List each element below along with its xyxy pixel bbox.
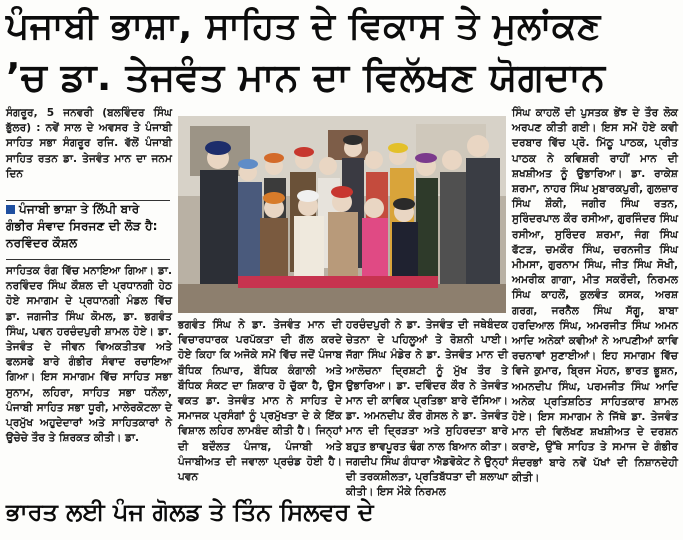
pull-quote xyxy=(6,200,170,260)
group-photo-image xyxy=(178,116,506,313)
article-column-2 xyxy=(178,318,342,490)
article-text-continued: ਸਾਹਿਤਕ ਰੰਗ ਵਿੱਚ ਮਨਾਇਆ ਗਿਆ। ਡਾ. ਨਰਵਿੰਦਰ ਸਿੰਘ ਕੌਸ਼ਲ ਦੀ ਪ੍ਰਧਾਨਗੀ ਹੇਠ ਹੋਏ ਸਮਾਗਮ ਦੇ ਪ੍ਰਧਾਨਗੀ ਮੰਡਲ ਵਿੱਚ ਡਾ. ਜਗਜੀਤ ਸਿੰਘ ਕੋਮਲ, ਡਾ. ਭਗਵੰਤ ਸਿੰਘ, ਪਵਨ ਹਰਚੰਦਪੁਰੀ ਸ਼ਾਮਲ ਹੋਏ। ਡਾ. ਤੇਜਵੰਤ ਦੇ ਜੀਵਨ ਵਿਅਕਤੀਤਵ ਅਤੇ ਫਲਸਫੇ ਬਾਰੇ ਗੰਭੀਰ ਸੰਵਾਦ ਰਚਾਇਆ ਗਿਆ। ਇਸ ਸਮਾਗਮ ਵਿੱਚ ਸਾਹਿਤ ਸਭਾ ਸੁਨਾਮ, ਲਹਿਰਾ, ਸਾਹਿਤ ਸਭਾ ਧਨੌਲਾ, ਪੰਜਾਬੀ ਸਾਹਿਤ ਸਭਾ ਧੂਰੀ, ਮਾਲੇਰਕੋਟਲਾ ਦੇ ਪ੍ਰਮੁੱਖ ਅਹੁਦੇਦਾਰਾਂ ਅਤੇ ਸਾਹਿਤਕਾਰਾਂ ਨੇ ਉਚੇਚੇ ਤੌਰ ਤੇ ਸ਼ਿਰਕਤ ਕੀਤੀ। ਡਾ. xyxy=(6,265,172,445)
article-text-col2: ਭਗਵੰਤ ਸਿੰਘ ਨੇ ਡਾ. ਤੇਜਵੰਤ ਮਾਨ ਦੀ ਵਿਚਾਰਧਾਰਕ ਪਰਪੱਕਤਾ ਦੀ ਗੱਲ ਕਰਦੇ ਹੋਏ ਕਿਹਾ ਕਿ ਅਜੋਕੇ ਸਮੇਂ ਵਿੱਚ ਜਦੋਂ ਪੰਜਾਬ ਬੌਧਿਕ ਨਿਘਾਰ, ਬੌਧਿਕ ਕੰਗਾਲੀ ਅਤੇ ਬੌਧਿਕ ਸੰਕਟ ਦਾ ਸ਼ਿਕਾਰ ਹੋ ਚੁੱਕਾ ਹੈ, ਉਸ ਵਕਤ ਡਾ. ਤੇਜਵੰਤ ਮਾਨ ਨੇ ਸਾਹਿਤ ਦੇ ਸਮਾਜਕ ਪ੍ਰਸੰਗਾਂ ਨੂੰ ਪ੍ਰਮੁੱਖਤਾ ਦੇ ਕੇ ਇੱਕ ਵਿਸ਼ਾਲ ਲਹਿਰ ਲਾਮਬੰਦ ਕੀਤੀ ਹੈ। ਜਿਨ੍ਹਾਂ ਦੀ ਬਦੌਲਤ ਪੰਜਾਬ, ਪੰਜਾਬੀ ਅਤੇ ਪੰਜਾਬੀਅਤ ਦੀ ਜਵਾਲਾ ਪ੍ਰਚੰਡ ਹੋਈ ਹੈ। ਪਵਨ xyxy=(178,319,342,484)
article-text-col4: ਸਿੰਘ ਕਾਹਲੋਂ ਦੀ ਪੁਸਤਕ ਭੇਂਝ ਦੇ ਤੌਰ ਲੋਕ ਅਰਪਣ ਕੀਤੀ ਗਈ। ਇਸ ਸਮੇਂ ਹੋਏ ਕਵੀ ਦਰਬਾਰ ਵਿੱਚ ਪ੍ਰੋ. ਮਿੱਠੂ ਪਾਠਕ, ਪ੍ਰੀਤ ਪਾਠਕ ਨੇ ਕਵਿਸ਼ਰੀ ਰਾਹੀਂ ਮਾਨ ਦੀ ਸ਼ਖਸ਼ੀਅਤ ਨੂੰ ਉਭਾਰਿਆ। ਡਾ. ਰਾਕੇਸ਼ ਸ਼ਰਮਾ, ਨਾਹਰ ਸਿੰਘ ਮੁਬਾਰਕਪੁਰੀ, ਗੁਲਜ਼ਾਰ ਸਿੰਘ ਸ਼ੌਕੀ, ਜਗੀਰ ਸਿੰਘ ਰਤਨ, ਸੁਰਿੰਦਰਪਾਲ ਕੌਰ ਰਸੀਆ, ਗੁਰਜਿੰਦਰ ਸਿੰਘ ਰਸੀਆ, ਸੁਰਿੰਦਰ ਸ਼ਰਮਾ, ਜੰਗ ਸਿੰਘ ਫੱਟੜ, ਚਮਕੌਰ ਸਿੰਘ, ਚਰਨਜੀਤ ਸਿੰਘ ਮੀਮਸਾ, ਗੁਰਨਾਮ ਸਿੰਘ, ਜੀਤ ਸਿੰਘ ਸੋਖੀ, ਅਮਰੀਕ ਗਾਗਾ, ਮੀਤ ਸਕਰੌਦੀ, ਨਿਰਮਲ ਸਿੰਘ ਕਾਹਲੋਂ, ਕੁਲਵੰਤ ਕਸਕ, ਅਰਸ਼ ਗਰਗ, ਜਰਨੈਲ ਸਿੰਘ ਸੱਗੂ, ਬਾਬਾ ਹਰਦਿਆਲ ਸਿੰਘ, ਅਮਰਜੀਤ ਸਿੰਘ ਅਮਨ ਆਦਿ ਅਨੇਕਾਂ ਕਵੀਆਂ ਨੇ ਆਪਣੀਆਂ ਕਾਵਿ ਰਚਨਾਵਾਂ ਸੁਣਾਈਆਂ। ਇਹ ਸਮਾਗਮ ਵਿੱਚ ਵਿਜੇ ਕੁਮਾਰ, ਬ੍ਰਿਜ ਮੋਹਨ, ਭਾਰਤ ਭੂਸ਼ਨ, ਅਮਨਦੀਪ ਸਿੰਘ, ਪਰਮਜੀਤ ਸਿੰਘ ਆਦਿ ਅਨੇਕ ਪ੍ਰਤਿਸ਼ਠਿਤ ਸਾਹਿਤਕਾਰ ਸ਼ਾਮਲ ਹੋਏ। ਇਸ ਸਮਾਗਮ ਨੇ ਜਿੱਥੇ ਡਾ. ਤੇਜਵੰਤ ਮਾਨ ਦੀ ਵਿਲੱਖਣ ਸ਼ਖਸ਼ੀਅਤ ਦੇ ਦਰਸ਼ਨ ਕਰਾਏ, ਉੱਥੇ ਸਾਹਿਤ ਤੇ ਸਮਾਜ ਦੇ ਗੰਭੀਰ ਸੰਦਰਭਾਂ ਬਾਰੇ ਨਵੇਂ ਪੱਖਾਂ ਦੀ ਨਿਸ਼ਾਨਦੇਹੀ ਕੀਤੀ। xyxy=(512,107,678,484)
headline-line-2: ’ਚ ਡਾ. ਤੇਜਵੰਤ ਮਾਨ ਦਾ ਵਿਲੱਖਣ ਯੋਗਦਾਨ xyxy=(6,55,606,99)
article-intro: : ਨਵੇਂ ਸਾਲ ਦੇ ਅਵਸਰ ਤੇ ਪੰਜਾਬੀ ਸਾਹਿਤ ਸਭਾ ਸੰਗਰੂਰ ਰਜਿ. ਵੱਲੋਂ ਪੰਜਾਬੀ ਸਾਹਿਤ ਰਤਨ ਡਾ. ਤੇਜਵੰਤ ਮਾਨ ਦਾ ਜਨਮ ਦਿਨ xyxy=(6,122,172,180)
headline-line-1: ਪੰਜਾਬੀ ਭਾਸ਼ਾ, ਸਾਹਿਤ ਦੇ ਵਿਕਾਸ ਤੇ ਮੁਲਾਂਕਣ xyxy=(6,6,601,47)
group-photo xyxy=(178,116,506,313)
article-column-1-bottom xyxy=(6,264,172,486)
article-column-4 xyxy=(512,106,678,534)
bullet-square-icon xyxy=(6,205,15,214)
dateline: ਸੰਗਰੂਰ, 5 ਜਨਵਰੀ (ਬਲਵਿੰਦਰ ਸਿੰਘ ਭੁੱਲਰ) xyxy=(6,107,172,135)
article-text-col3: ਹਰਚੰਦਪੁਰੀ ਨੇ ਡਾ. ਤੇਜਵੰਤ ਦੀ ਜਥੇਬੰਦਕ ਚੇਤਨਾ ਦੇ ਪਹਿਲੂਆਂ ਤੇ ਰੋਸ਼ਨੀ ਪਾਈ। ਜੱਗਾ ਸਿੰਘ ਮੰਡੇਰ ਨੇ ਡਾ. ਤੇਜਵੰਤ ਮਾਨ ਦੀ ਆਲੋਚਨਾ ਦ੍ਰਿਸ਼ਟੀ ਨੂੰ ਮੁੱਖ ਤੌਰ ਤੇ ਉਭਾਰਿਆ। ਡਾ. ਦਵਿੰਦਰ ਕੌਰ ਨੇ ਤੇਜਵੰਤ ਮਾਨ ਦੀ ਕਾਵਿਕ ਪ੍ਰਤਿਭਾ ਬਾਰੇ ਦੱਸਿਆ। ਡਾ. ਅਮਨਦੀਪ ਕੌਰ ਗੋਸਲ ਨੇ ਡਾ. ਤੇਜਵੰਤ ਮਾਨ ਦੀ ਦ੍ਰਿੜਤਾ ਅਤੇ ਸੁਹਿਰਦਤਾ ਬਾਰੇ ਬਹੁਤ ਭਾਵਪੂਰਤ ਢੰਗ ਨਾਲ ਬਿਆਨ ਕੀਤਾ। ਜਗਦੀਪ ਸਿੰਘ ਗੰਧਾਰਾ ਐਡਵੋਕੇਟ ਨੇ ਉਨ੍ਹਾਂ ਦੀ ਤਰਕਸ਼ੀਲਤਾ, ਪ੍ਰਤਿਬੱਧਤਾ ਦੀ ਸ਼ਲਾਘਾ ਕੀਤੀ। ਇਸ ਮੌਕੇ ਨਿਰਮਲ xyxy=(346,319,508,499)
next-article-headline: ਭਾਰਤ ਲਈ ਪੰਜ ਗੋਲਡ ਤੇ ਤਿੰਨ ਸਿਲਵਰ ਦੇ xyxy=(6,498,374,526)
article-column-1-top xyxy=(6,106,172,198)
pull-quote-text: ਪੰਜਾਬੀ ਭਾਸ਼ਾ ਤੇ ਲਿੱਪੀ ਬਾਰੇ ਗੰਭੀਰ ਸੰਵਾਦ ਸਿਰਜਣ ਦੀ ਲੋੜ ਹੈ: ਨਰਵਿੰਦਰ ਕੌਸ਼ਲ xyxy=(6,202,158,250)
article-column-3 xyxy=(346,318,508,499)
